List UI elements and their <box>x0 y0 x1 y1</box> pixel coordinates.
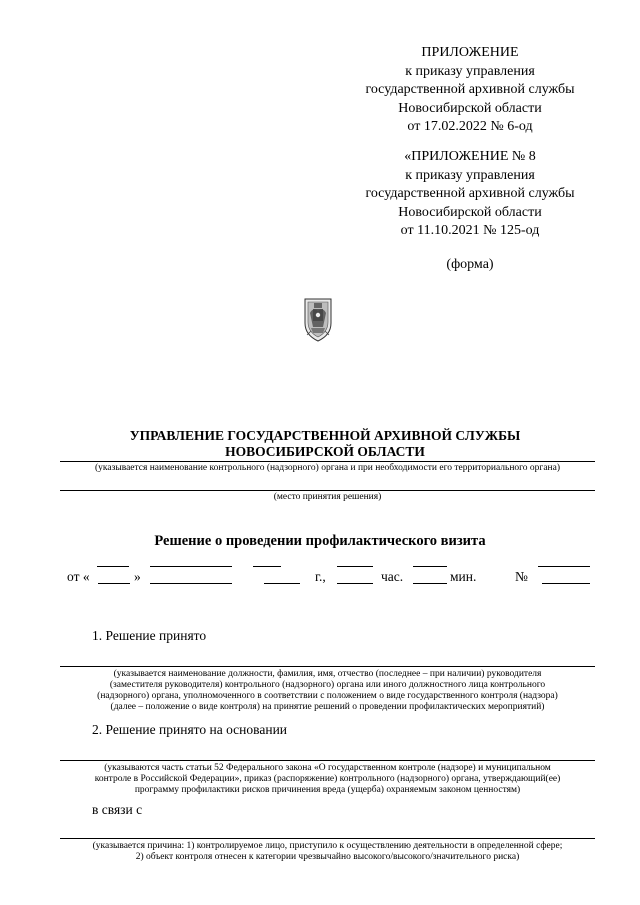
section2-caption-line: (указываются часть статьи 52 Федерального закона «О государственном контроле (надзоре) и муниципальном <box>104 763 551 773</box>
date-from-label: от « <box>67 569 90 584</box>
date-upper-line <box>253 566 281 567</box>
appendix-prior-line: Новосибирской области <box>398 204 542 220</box>
appendix-current-line: ПРИЛОЖЕНИЕ <box>421 45 519 60</box>
appendix-current-line: Новосибирской области <box>398 100 542 116</box>
appendix-current-line: государственной архивной службы <box>365 82 575 97</box>
section2-caption-line: программу профилактики рисков причинения вреда (ущерба) охраняемым законом ценностям) <box>134 785 521 795</box>
date-upper-line <box>150 566 232 567</box>
reason-caption-line: 2) объект контроля отнесен к категории чрезвычайно высокого/высокого/значительного риска) <box>135 852 520 862</box>
date-upper-line <box>538 566 590 567</box>
place-caption: (место принятия решения) <box>273 492 382 502</box>
reason-caption-line: (указывается причина: 1) контролируемое лицо, приступило к осуществлению деятельности в определенной сфере; <box>92 841 563 851</box>
document-title: Решение о проведении профилактического визита <box>154 533 486 549</box>
organization-name-line1: УПРАВЛЕНИЕ ГОСУДАРСТВЕННОЙ АРХИВНОЙ СЛУЖБЫ <box>129 428 521 443</box>
section2-heading: 2. Решение принято на основании <box>92 722 288 737</box>
date-upper-line <box>337 566 373 567</box>
appendix-prior-line: «ПРИЛОЖЕНИЕ № 8 <box>404 149 536 164</box>
appendix-current-line: к приказу управления <box>405 63 535 79</box>
form-label: (форма) <box>446 257 494 272</box>
organization-underline <box>60 461 595 462</box>
appendix-prior-block <box>335 148 605 241</box>
reason-label: в связи с <box>92 802 143 817</box>
minute-field[interactable] <box>413 583 447 584</box>
section1-heading: 1. Решение принято <box>92 628 207 643</box>
date-quote-close: » <box>134 569 141 584</box>
year-suffix-label: г., <box>315 569 326 584</box>
place-underline <box>60 490 595 491</box>
reason-underline[interactable] <box>60 838 595 839</box>
day-field[interactable] <box>98 583 130 584</box>
year-field[interactable] <box>264 583 300 584</box>
section2-underline[interactable] <box>60 760 595 761</box>
organization-caption: (указывается наименование контрольного (надзорного) органа и при необходимости его территориального органа) <box>94 463 561 473</box>
date-upper-line <box>413 566 447 567</box>
month-field[interactable] <box>150 583 232 584</box>
hour-label: час. <box>381 569 404 584</box>
organization-name-line2: НОВОСИБИРСКОЙ ОБЛАСТИ <box>225 444 425 459</box>
coat-of-arms-icon <box>301 297 335 343</box>
section1-caption-line: (заместителя руководителя) контрольного (надзорного) органа или иного должностного лица контрольного <box>109 680 546 690</box>
section1-caption-line: (надзорного) органа, уполномоченного в соответствии с положением о виде государственного контроля (надзора) <box>97 691 558 701</box>
appendix-prior-line: к приказу управления <box>405 167 535 183</box>
appendix-prior-line: государственной архивной службы <box>365 186 575 201</box>
number-field[interactable] <box>542 583 590 584</box>
appendix-prior-line: от 11.10.2021 № 125-од <box>400 223 540 238</box>
section2-caption-line: контроле в Российской Федерации», приказ (распоряжение) контрольного (надзорного) органа, утверждающий(ее) <box>94 774 561 784</box>
appendix-current-line: от 17.02.2022 № 6-од <box>407 119 533 134</box>
number-sign-label: № <box>515 569 528 584</box>
hour-field[interactable] <box>337 583 373 584</box>
section1-caption-line: (указывается наименование должности, фамилия, имя, отчество (последнее – при наличии) руководителя <box>113 669 542 679</box>
section1-underline[interactable] <box>60 666 595 667</box>
appendix-current-block <box>335 44 605 137</box>
section1-caption-line: (далее – положение о виде контроля) на принятие решений о проведении профилактических мероприятий) <box>110 702 545 712</box>
minute-label: мин. <box>450 569 477 584</box>
date-upper-line <box>97 566 129 567</box>
